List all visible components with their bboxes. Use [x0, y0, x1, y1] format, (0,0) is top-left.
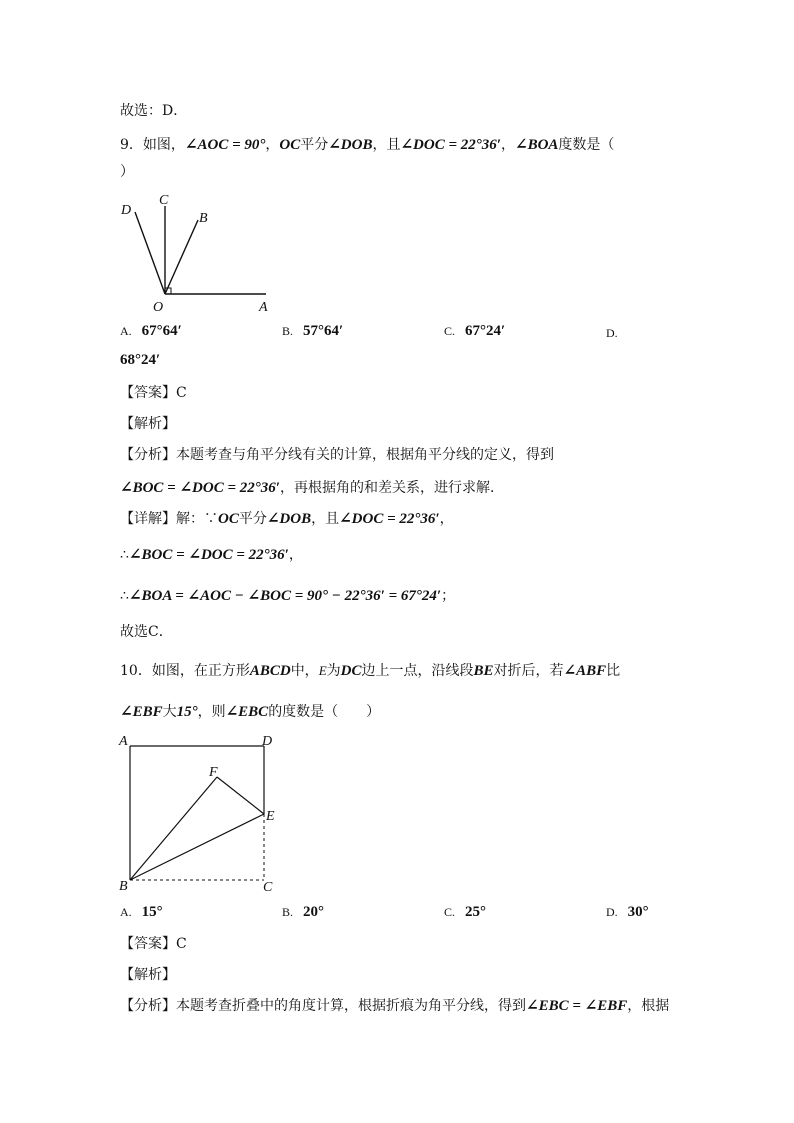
option-value: 25°: [465, 904, 487, 920]
q9-detail-and: ，且: [311, 511, 340, 527]
option-value: 20°: [303, 904, 325, 920]
segment-bf: [130, 777, 217, 880]
q9-conclusion: 故选C．: [120, 624, 173, 640]
q9-sep2: ，: [501, 137, 515, 153]
q10-option-a[interactable]: [120, 904, 163, 921]
q9-detail-end: ，: [439, 511, 454, 527]
q10-big-text: 大: [162, 704, 177, 720]
q10-analysis-text: 【分析】本题考查折叠中的角度计算，根据折痕为角平分线，得到: [120, 998, 526, 1014]
q9-angle-dob: ∠DOB: [328, 137, 373, 153]
q9-step1: [120, 545, 303, 565]
label-c: C: [263, 880, 273, 895]
label-f: F: [209, 765, 218, 780]
q10-option-d[interactable]: [606, 904, 649, 921]
q10-segment-be: BE: [473, 663, 494, 679]
label-b: B: [199, 211, 208, 226]
q9-detail-prefix: 【详解】解：∵: [120, 511, 218, 527]
option-value: 68°24′: [120, 352, 161, 368]
q9-analysis-intro: 【分析】本题考查与角平分线有关的计算，根据角平分线的定义，得到: [120, 447, 554, 463]
q10-side-dc: DC: [340, 663, 362, 679]
q9-option-d-value: [120, 352, 160, 369]
q9-angle-aoc: ∠AOC = 90°: [184, 137, 266, 153]
q10-fifteen: 15°: [176, 704, 198, 720]
option-value: 30°: [627, 904, 649, 920]
q9-sep1: ，: [265, 137, 280, 153]
label-c: C: [159, 193, 169, 208]
q10-analysis-eq: ∠EBC = ∠EBF: [526, 998, 628, 1014]
q10-square-figure: [115, 730, 295, 895]
option-value: 67°64′: [141, 323, 182, 339]
q9-step1-end: ，: [288, 547, 303, 563]
q10-point-e: E: [318, 663, 327, 678]
q9-analysis-eq: ∠BOC = ∠DOC = 22°36′: [120, 480, 280, 496]
q10-square-abcd: ABCD: [249, 663, 291, 679]
therefore-symbol: ∴: [120, 588, 129, 604]
label-d: D: [262, 734, 273, 749]
option-letter: A.: [120, 324, 132, 338]
q9-step2: [120, 586, 455, 606]
q10-angle-ebc: ∠EBC: [225, 704, 269, 720]
q10-stem-prefix: 10．如图，在正方形: [120, 663, 250, 679]
q9-angle-figure: [115, 190, 295, 320]
ray-ob: [165, 220, 198, 294]
q9-detail-bisect: 平分: [238, 511, 267, 527]
option-value: 57°64′: [303, 323, 344, 339]
q9-stem: [120, 135, 614, 155]
label-o: O: [153, 300, 164, 315]
q9-detail-dob: ∠DOB: [266, 511, 312, 527]
q9-analysis-rest: ，再根据角的和差关系，进行求解．: [279, 480, 504, 496]
q10-analysis-intro: [120, 996, 669, 1016]
q10-analysis-title: 【解析】: [120, 967, 176, 983]
q10-stem-line2: [120, 702, 380, 722]
q9-ray-oc: OC: [279, 137, 301, 153]
label-e: E: [266, 809, 275, 824]
q10-option-b[interactable]: [282, 904, 324, 921]
q10-stem-tail: 的度数是（ ）: [268, 704, 381, 720]
q9-bisect-text: 平分: [300, 137, 329, 153]
q9-option-d[interactable]: [606, 325, 628, 341]
option-value: 67°24′: [465, 323, 506, 339]
segment-be: [130, 814, 264, 880]
q9-option-c[interactable]: [444, 323, 505, 340]
q9-and-text: ，且: [372, 137, 401, 153]
q10-on-text: 边上一点，沿线段: [361, 663, 474, 679]
q10-angle-ebf: ∠EBF: [120, 704, 163, 720]
q10-then-text: ，则: [197, 704, 226, 720]
label-a: A: [259, 300, 268, 315]
segment-fe: [217, 777, 264, 814]
q9-stem-close: ）: [120, 164, 134, 180]
q9-detail-oc: OC: [218, 511, 239, 527]
q10-stem: [120, 661, 620, 681]
option-letter: C.: [444, 905, 456, 919]
label-a: A: [119, 734, 128, 749]
q9-stem-prefix: 9．如图，: [120, 137, 185, 153]
q9-stem-tail: 度数是（: [558, 137, 615, 153]
option-letter: C.: [444, 324, 456, 338]
q10-option-c[interactable]: [444, 904, 486, 921]
therefore-symbol: ∴: [120, 547, 129, 563]
q10-angle-abf: ∠ABF: [563, 663, 607, 679]
q9-analysis-eq-line: [120, 478, 504, 498]
q9-option-a[interactable]: [120, 323, 182, 340]
label-d: D: [121, 203, 132, 218]
q10-mid-text: 中，: [290, 663, 319, 679]
label-b: B: [119, 879, 128, 894]
q10-fold-text: 对折后，若: [493, 663, 564, 679]
option-letter: D.: [606, 326, 618, 340]
q10-answer: 【答案】C: [120, 936, 187, 952]
q9-answer: 【答案】C: [120, 385, 187, 401]
q10-is-text: 为: [326, 663, 341, 679]
q9-detail-line: [120, 509, 454, 529]
option-value: 15°: [141, 904, 163, 920]
q9-angle-doc: ∠DOC = 22°36′: [400, 137, 501, 153]
q9-step2-eq: ∠BOA = ∠AOC − ∠BOC = 90° − 22°36′ = 67°24′: [128, 588, 442, 604]
option-letter: D.: [606, 905, 618, 919]
option-letter: A.: [120, 905, 132, 919]
q9-option-b[interactable]: [282, 323, 343, 340]
ray-od: [135, 212, 165, 294]
q10-than-text: 比: [606, 663, 621, 679]
q9-detail-doc: ∠DOC = 22°36′: [339, 511, 440, 527]
q9-step1-eq: ∠BOC = ∠DOC = 22°36′: [128, 547, 289, 563]
q9-analysis-title: 【解析】: [120, 416, 176, 432]
q9-angle-boa: ∠BOA: [515, 137, 559, 153]
prev-answer-line: 故选：D．: [120, 103, 188, 119]
option-letter: B.: [282, 905, 294, 919]
q10-analysis-tail: ，根据: [627, 998, 670, 1014]
q9-step2-end: ；: [441, 588, 456, 604]
option-letter: B.: [282, 324, 294, 338]
